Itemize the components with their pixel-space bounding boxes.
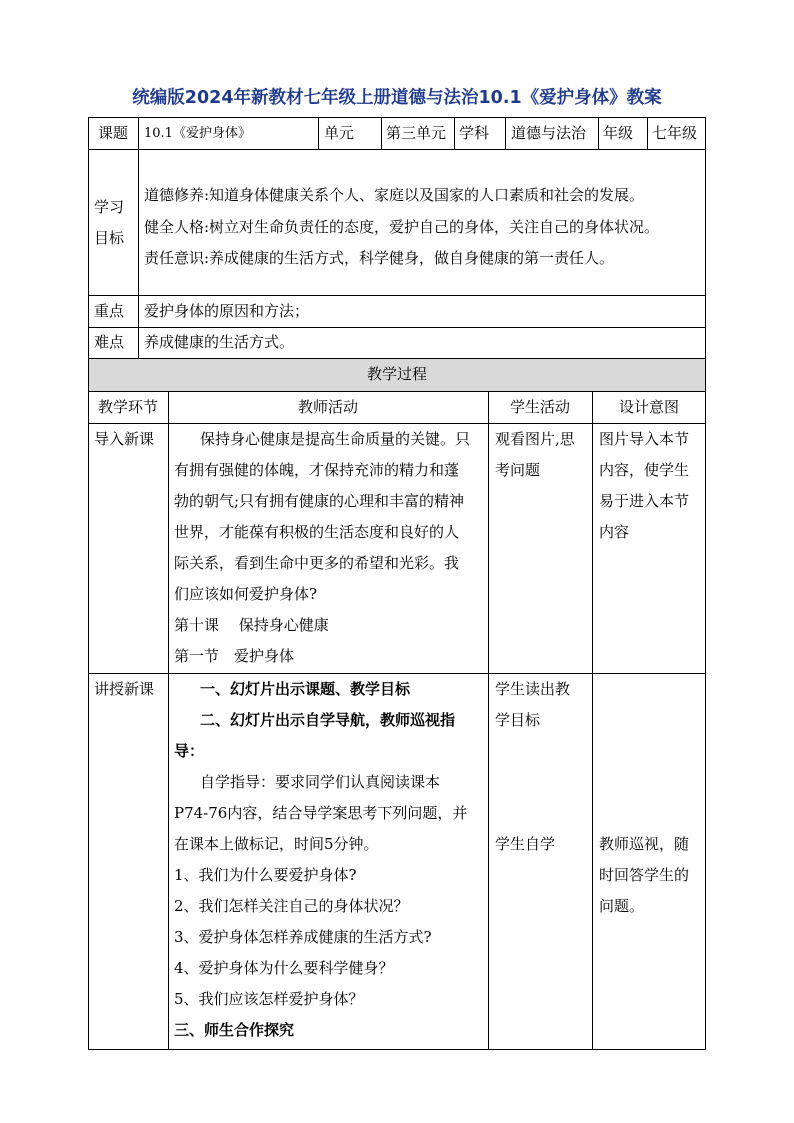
column-header-stage: 教学环节 xyxy=(97,398,158,416)
intro-stage: 导入新课 xyxy=(94,430,155,448)
intro-teacher-line: 际关系，看到生命中更多的希望和光彩。我 xyxy=(174,554,460,572)
intro-intent-line: 易于进入本节 xyxy=(599,492,690,510)
intro-teacher-line: 有拥有强健的体魄，才保持充沛的精力和蓬 xyxy=(174,461,460,479)
lecture-teacher-line: 2、我们怎样关注自己的身体状况？ xyxy=(174,897,409,915)
lecture-teacher-line: 三、师生合作探究 xyxy=(174,1021,295,1039)
subject-value: 道德与法治 xyxy=(511,124,587,142)
intro-teacher-line: 勃的朝气;只有拥有健康的心理和丰富的精神 xyxy=(174,492,465,510)
course-value: 10.1《爱护身体》 xyxy=(144,126,251,141)
intro-intent-line: 图片导入本节 xyxy=(599,430,690,448)
key-point-label: 重点 xyxy=(94,302,125,320)
objective-item: 道德修养:知道身体健康关系个人、家庭以及国家的人口素质和社会的发展。 xyxy=(144,186,645,204)
intro-student-line: 考问题 xyxy=(495,461,541,479)
lecture-student-self-study: 学生自学 xyxy=(495,835,556,853)
lecture-teacher-line: P74-76内容，结合导学案思考下列问题，并 xyxy=(174,804,468,822)
lecture-student-line: 学生读出教 xyxy=(495,680,571,698)
intro-teacher-line: 们应该如何爱护身体? xyxy=(174,585,318,603)
lecture-teacher-line: 1、我们为什么要爱护身体? xyxy=(174,866,357,884)
intro-intent-line: 内容，使学生 xyxy=(599,461,690,479)
key-point-value: 爱护身体的原因和方法； xyxy=(144,302,310,320)
course-label: 课题 xyxy=(97,124,128,142)
difficulty-label: 难点 xyxy=(94,333,125,351)
lecture-teacher-line: 二、幻灯片出示自学导航，教师巡视指 xyxy=(200,711,456,729)
lecture-intent-line: 时回答学生的 xyxy=(599,866,690,884)
intro-teacher-line: 第一节 爱护身体 xyxy=(174,647,295,665)
grade-label: 年级 xyxy=(603,124,634,142)
objective-item: 健全人格:树立对生命负责任的态度，爱护自己的身体，关注自己的身体状况。 xyxy=(144,218,660,236)
column-header-teacher: 教师活动 xyxy=(297,398,358,416)
grade-value: 七年级 xyxy=(652,124,698,142)
column-header-intent: 设计意图 xyxy=(618,398,679,416)
unit-value: 第三单元 xyxy=(386,124,447,142)
intro-teacher-line: 第十课 保持身心健康 xyxy=(174,616,329,634)
objectives-label-1: 学习 xyxy=(94,198,125,216)
process-header: 教学过程 xyxy=(366,365,427,383)
intro-teacher-line: 世界，才能葆有积极的生活态度和良好的人 xyxy=(174,523,460,541)
column-header-student: 学生活动 xyxy=(509,398,570,416)
subject-label: 学科 xyxy=(459,124,490,142)
lecture-teacher-line: 3、爱护身体怎样养成健康的生活方式? xyxy=(174,928,432,946)
intro-teacher-line: 保持身心健康是提高生命质量的关键。只 xyxy=(200,430,471,448)
lecture-teacher-line: 在课本上做标记，时间5分钟。 xyxy=(174,835,379,853)
lecture-student-line: 学目标 xyxy=(495,711,541,729)
lecture-stage: 讲授新课 xyxy=(94,680,155,698)
objective-item: 责任意识:养成健康的生活方式，科学健身，做自身健康的第一责任人。 xyxy=(144,249,615,267)
intro-intent-line: 内容 xyxy=(599,523,630,541)
lecture-intent-line: 教师巡视，随 xyxy=(599,835,690,853)
lecture-teacher-line: 一、幻灯片出示课题、教学目标 xyxy=(200,680,411,698)
lecture-teacher-line: 自学指导：要求同学们认真阅读课本 xyxy=(200,773,441,791)
document-title: 统编版2024年新教材七年级上册道德与法治10.1《爱护身体》教案 xyxy=(132,88,662,108)
unit-label: 单元 xyxy=(324,124,355,142)
lecture-intent-line: 问题。 xyxy=(599,897,645,915)
lecture-teacher-line: 导： xyxy=(174,742,205,760)
objectives-label-2: 目标 xyxy=(94,229,125,247)
difficulty-value: 养成健康的生活方式。 xyxy=(144,333,295,351)
intro-student-line: 观看图片,思 xyxy=(495,430,575,448)
lecture-teacher-line: 5、我们应该怎样爱护身体？ xyxy=(174,990,364,1008)
lecture-teacher-line: 4、爱护身体为什么要科学健身？ xyxy=(174,959,394,977)
